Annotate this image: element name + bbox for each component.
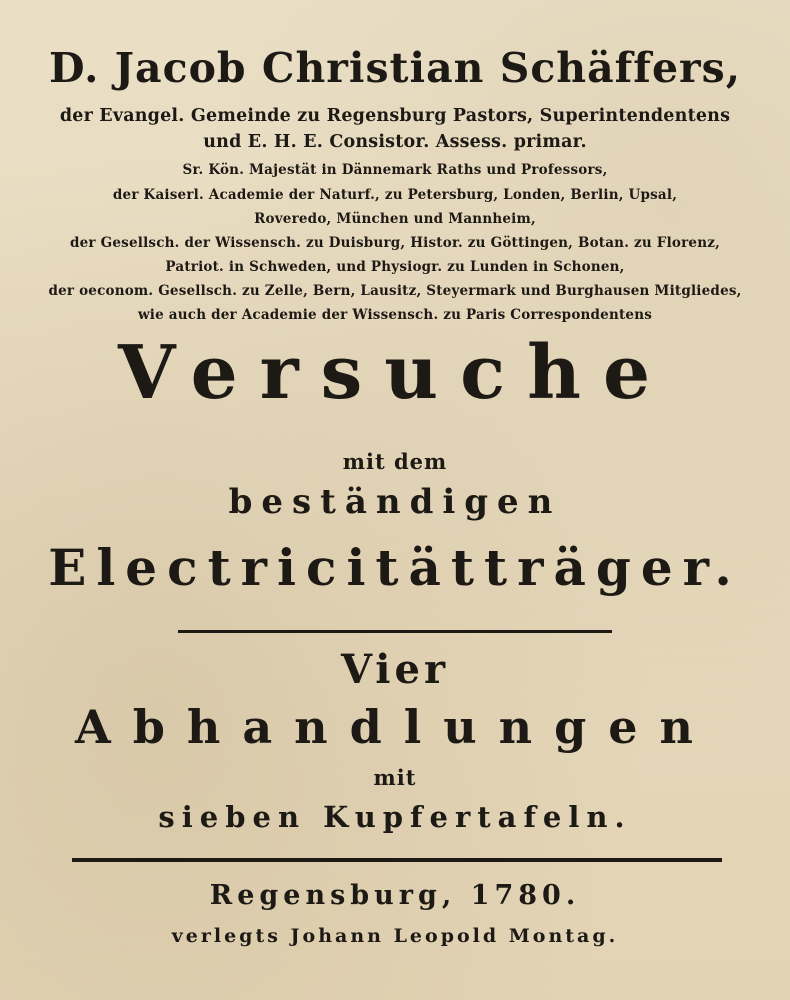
mit-text: mit [373,765,417,790]
author-title-line-6: der Gesellsch. der Wissensch. zu Duisburg, Histor. zu Göttingen, Botan. zu Florenz, [70,235,720,251]
author-title-line-3: Sr. Kön. Majestät in Dännemark Raths und Professors, [182,162,608,178]
electricitaettraeger-text: Electricitätträger. [48,538,742,597]
author-name: D. Jacob Christian Schäffers, [49,44,741,92]
author-title-line-8: der oeconom. Gesellsch. zu Zelle, Bern, Lausitz, Steyermark und Burghausen Mitgliedes, [48,283,742,299]
vier-text: Vier [340,646,450,693]
mit-dem-text: mit dem [342,449,448,474]
author-title-line-4: der Kaiserl. Academie der Naturf., zu Petersburg, Londen, Berlin, Upsal, [112,187,678,203]
publisher-line: verlegts Johann Leopold Montag. [171,925,619,947]
author-title-line-1: der Evangel. Gemeinde zu Regensburg Pastors, Superintendentens [59,106,731,126]
abhandlungen-text: Abhandlungen [75,700,715,754]
author-title-line-2: und E. H. E. Consistor. Assess. primar. [203,132,587,152]
bestaendigen-text: beständigen [228,482,562,522]
divider-rule-bottom [72,858,722,862]
author-title-line-9: wie auch der Academie der Wissensch. zu Paris Correspondentens [137,307,653,323]
author-title-line-5: Roveredo, München und Mannheim, [254,211,536,227]
author-title-line-7: Patriot. in Schweden, und Physiogr. zu Lunden in Schonen, [165,259,625,275]
main-title: Versuche [117,330,673,416]
divider-rule-top [178,630,612,633]
kupfertafeln-text: sieben Kupfertafeln. [158,800,632,834]
place-year: Regensburg, 1780. [209,880,581,911]
